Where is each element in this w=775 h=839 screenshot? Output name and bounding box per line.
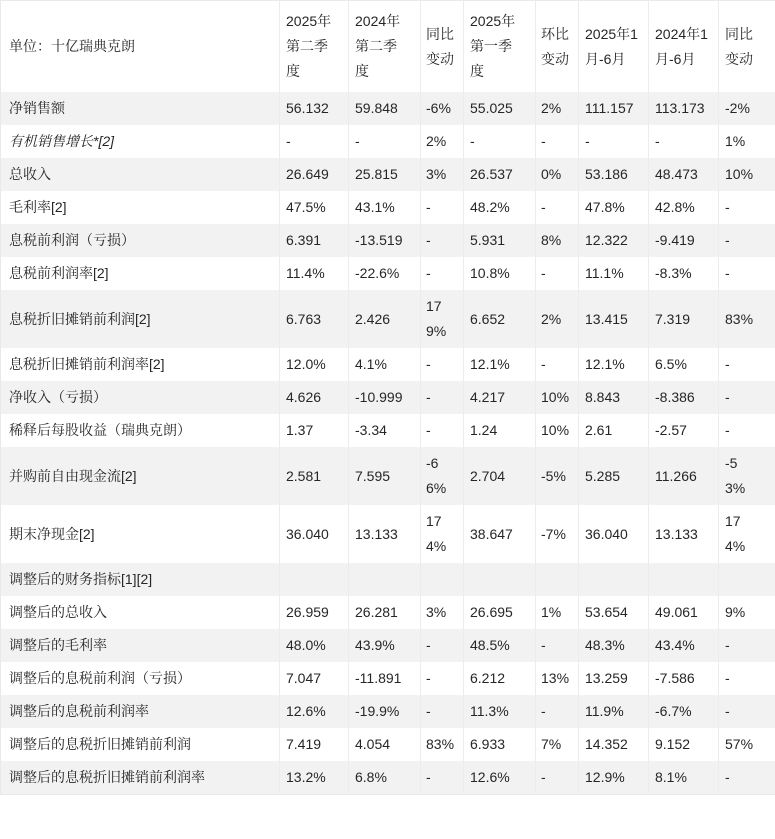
value-cell: -5%	[536, 447, 579, 505]
value-cell: 47.5%	[280, 191, 349, 224]
value-cell: -	[421, 761, 464, 795]
value-cell: 2%	[536, 290, 579, 348]
value-cell: 43.1%	[349, 191, 421, 224]
value-cell: 26.695	[464, 596, 536, 629]
unit-header-cell: 单位：十亿瑞典克朗	[1, 1, 280, 93]
value-cell: 12.1%	[579, 348, 649, 381]
row-label: 息税折旧摊销前利润[2]	[1, 290, 280, 348]
value-cell: 59.848	[349, 92, 421, 125]
value-cell: 12.9%	[579, 761, 649, 795]
table-row	[1, 158, 775, 191]
row-label: 息税前利润（亏损）	[1, 224, 280, 257]
value-cell: -6%	[421, 92, 464, 125]
value-cell: 10%	[536, 381, 579, 414]
value-cell: -	[421, 191, 464, 224]
value-cell: 49.061	[649, 596, 719, 629]
value-cell: -	[536, 695, 579, 728]
value-cell: -	[536, 257, 579, 290]
table-row	[1, 348, 775, 381]
value-cell: 26.537	[464, 158, 536, 191]
value-cell: 13.133	[649, 505, 719, 563]
value-cell: 8.1%	[649, 761, 719, 795]
value-cell: 12.1%	[464, 348, 536, 381]
value-cell: -	[421, 629, 464, 662]
table-row	[1, 761, 775, 795]
row-label: 调整后的息税前利润率	[1, 695, 280, 728]
value-cell: -11.891	[349, 662, 421, 695]
value-cell: 4.626	[280, 381, 349, 414]
value-cell: 36.040	[579, 505, 649, 563]
value-cell: -	[719, 414, 775, 447]
value-cell: 83%	[421, 728, 464, 761]
table-row	[1, 191, 775, 224]
value-cell: 55.025	[464, 92, 536, 125]
row-label: 调整后的总收入	[1, 596, 280, 629]
value-cell: 8%	[536, 224, 579, 257]
table-row	[1, 695, 775, 728]
value-cell: 10.8%	[464, 257, 536, 290]
value-cell: 2.61	[579, 414, 649, 447]
value-cell: 10%	[536, 414, 579, 447]
value-cell: -	[280, 125, 349, 158]
value-cell: -53%	[719, 447, 775, 505]
row-label: 总收入	[1, 158, 280, 191]
value-cell: -	[421, 257, 464, 290]
value-cell: 11.4%	[280, 257, 349, 290]
value-cell: -9.419	[649, 224, 719, 257]
value-cell: 6.8%	[349, 761, 421, 795]
value-cell: 26.281	[349, 596, 421, 629]
value-cell: 6.933	[464, 728, 536, 761]
value-cell: -7.586	[649, 662, 719, 695]
value-cell: 2%	[421, 125, 464, 158]
value-cell: -3.34	[349, 414, 421, 447]
value-cell: 5.931	[464, 224, 536, 257]
column-header-cell: 2025年第二季度	[280, 1, 349, 93]
value-cell	[464, 563, 536, 596]
value-cell: -	[464, 125, 536, 158]
column-header-cell: 同比变动	[421, 1, 464, 93]
table-header-row	[1, 1, 775, 93]
table-row	[1, 257, 775, 290]
value-cell: 48.3%	[579, 629, 649, 662]
value-cell: 9.152	[649, 728, 719, 761]
value-cell: 48.2%	[464, 191, 536, 224]
value-cell: -6.7%	[649, 695, 719, 728]
value-cell: 10%	[719, 158, 775, 191]
table-row	[1, 92, 775, 125]
value-cell: 13.2%	[280, 761, 349, 795]
row-label: 净销售额	[1, 92, 280, 125]
value-cell: -	[719, 761, 775, 795]
value-cell: 7.319	[649, 290, 719, 348]
value-cell	[719, 563, 775, 596]
value-cell: 7.047	[280, 662, 349, 695]
value-cell: 43.4%	[649, 629, 719, 662]
value-cell: 3%	[421, 158, 464, 191]
table-row	[1, 629, 775, 662]
value-cell	[579, 563, 649, 596]
value-cell: 57%	[719, 728, 775, 761]
table-body	[1, 92, 775, 795]
value-cell: -2%	[719, 92, 775, 125]
value-cell: 1%	[719, 125, 775, 158]
value-cell: -	[579, 125, 649, 158]
value-cell: 53.186	[579, 158, 649, 191]
row-label: 并购前自由现金流[2]	[1, 447, 280, 505]
value-cell: 53.654	[579, 596, 649, 629]
value-cell: 113.173	[649, 92, 719, 125]
value-cell: 11.266	[649, 447, 719, 505]
value-cell: 2.426	[349, 290, 421, 348]
value-cell: -	[649, 125, 719, 158]
value-cell	[280, 563, 349, 596]
value-cell: 4.1%	[349, 348, 421, 381]
row-label: 调整后的毛利率	[1, 629, 280, 662]
value-cell: -	[536, 348, 579, 381]
value-cell: 179%	[421, 290, 464, 348]
value-cell: 42.8%	[649, 191, 719, 224]
row-label: 净收入（亏损）	[1, 381, 280, 414]
value-cell: 6.5%	[649, 348, 719, 381]
value-cell: 26.649	[280, 158, 349, 191]
table-row	[1, 728, 775, 761]
table-row	[1, 596, 775, 629]
row-label: 调整后的财务指标[1][2]	[1, 563, 280, 596]
section-header-row	[1, 563, 775, 596]
table-row	[1, 447, 775, 505]
value-cell: 6.391	[280, 224, 349, 257]
value-cell: 2.581	[280, 447, 349, 505]
value-cell: -	[719, 191, 775, 224]
value-cell: -	[536, 191, 579, 224]
value-cell: -	[349, 125, 421, 158]
row-label: 调整后的息税折旧摊销前利润	[1, 728, 280, 761]
row-label: 稀释后每股收益（瑞典克朗）	[1, 414, 280, 447]
value-cell: -10.999	[349, 381, 421, 414]
column-header-cell: 2025年第一季度	[464, 1, 536, 93]
row-label: 调整后的息税折旧摊销前利润率	[1, 761, 280, 795]
value-cell: -2.57	[649, 414, 719, 447]
value-cell	[649, 563, 719, 596]
value-cell: -	[719, 257, 775, 290]
value-cell: 0%	[536, 158, 579, 191]
column-header-cell: 同比变动	[719, 1, 775, 93]
value-cell: 6.763	[280, 290, 349, 348]
row-label: 毛利率[2]	[1, 191, 280, 224]
value-cell: -	[421, 695, 464, 728]
value-cell: 8.843	[579, 381, 649, 414]
value-cell: 2%	[536, 92, 579, 125]
value-cell: -	[719, 348, 775, 381]
value-cell: 5.285	[579, 447, 649, 505]
value-cell: -66%	[421, 447, 464, 505]
value-cell: -22.6%	[349, 257, 421, 290]
value-cell: 25.815	[349, 158, 421, 191]
column-header-cell: 2024年1月-6月	[649, 1, 719, 93]
value-cell: 12.6%	[464, 761, 536, 795]
table-row	[1, 662, 775, 695]
value-cell: -	[719, 695, 775, 728]
row-label: 有机销售增长*[2]	[1, 125, 280, 158]
value-cell: 6.652	[464, 290, 536, 348]
value-cell: -	[421, 414, 464, 447]
row-label: 息税折旧摊销前利润率[2]	[1, 348, 280, 381]
value-cell: 14.352	[579, 728, 649, 761]
value-cell: 26.959	[280, 596, 349, 629]
row-label: 期末净现金[2]	[1, 505, 280, 563]
value-cell	[349, 563, 421, 596]
value-cell: -	[421, 381, 464, 414]
value-cell	[536, 563, 579, 596]
value-cell: 2.704	[464, 447, 536, 505]
value-cell	[421, 563, 464, 596]
value-cell: 11.3%	[464, 695, 536, 728]
value-cell: 1%	[536, 596, 579, 629]
value-cell: -	[421, 662, 464, 695]
value-cell: 83%	[719, 290, 775, 348]
value-cell: -19.9%	[349, 695, 421, 728]
value-cell: 7.595	[349, 447, 421, 505]
value-cell: 3%	[421, 596, 464, 629]
value-cell: 48.0%	[280, 629, 349, 662]
value-cell: -	[719, 662, 775, 695]
value-cell: 11.9%	[579, 695, 649, 728]
value-cell: -13.519	[349, 224, 421, 257]
value-cell: 48.5%	[464, 629, 536, 662]
value-cell: 43.9%	[349, 629, 421, 662]
table-row	[1, 381, 775, 414]
value-cell: 13.415	[579, 290, 649, 348]
value-cell: 111.157	[579, 92, 649, 125]
table-row	[1, 290, 775, 348]
value-cell: -	[719, 381, 775, 414]
value-cell: -	[421, 348, 464, 381]
value-cell: 4.217	[464, 381, 536, 414]
value-cell: 13%	[536, 662, 579, 695]
value-cell: 174%	[719, 505, 775, 563]
row-label: 调整后的息税前利润（亏损）	[1, 662, 280, 695]
column-header-cell: 环比变动	[536, 1, 579, 93]
value-cell: 36.040	[280, 505, 349, 563]
value-cell: 12.6%	[280, 695, 349, 728]
value-cell: -	[536, 761, 579, 795]
value-cell: -	[536, 125, 579, 158]
value-cell: 13.133	[349, 505, 421, 563]
value-cell: -	[719, 629, 775, 662]
value-cell: 1.37	[280, 414, 349, 447]
value-cell: -8.386	[649, 381, 719, 414]
value-cell: 7%	[536, 728, 579, 761]
table-row	[1, 505, 775, 563]
column-header-cell: 2024年第二季度	[349, 1, 421, 93]
value-cell: 174%	[421, 505, 464, 563]
value-cell: -8.3%	[649, 257, 719, 290]
value-cell: 7.419	[280, 728, 349, 761]
table-row	[1, 125, 775, 158]
value-cell: 13.259	[579, 662, 649, 695]
value-cell: 38.647	[464, 505, 536, 563]
value-cell: 47.8%	[579, 191, 649, 224]
value-cell: -	[421, 224, 464, 257]
value-cell: -	[536, 629, 579, 662]
value-cell: -	[719, 224, 775, 257]
value-cell: 9%	[719, 596, 775, 629]
value-cell: 12.322	[579, 224, 649, 257]
value-cell: 48.473	[649, 158, 719, 191]
value-cell: 56.132	[280, 92, 349, 125]
value-cell: 11.1%	[579, 257, 649, 290]
value-cell: 4.054	[349, 728, 421, 761]
value-cell: 12.0%	[280, 348, 349, 381]
value-cell: -7%	[536, 505, 579, 563]
row-label: 息税前利润率[2]	[1, 257, 280, 290]
value-cell: 6.212	[464, 662, 536, 695]
column-header-cell: 2025年1月-6月	[579, 1, 649, 93]
table-row	[1, 414, 775, 447]
table-row	[1, 224, 775, 257]
value-cell: 1.24	[464, 414, 536, 447]
